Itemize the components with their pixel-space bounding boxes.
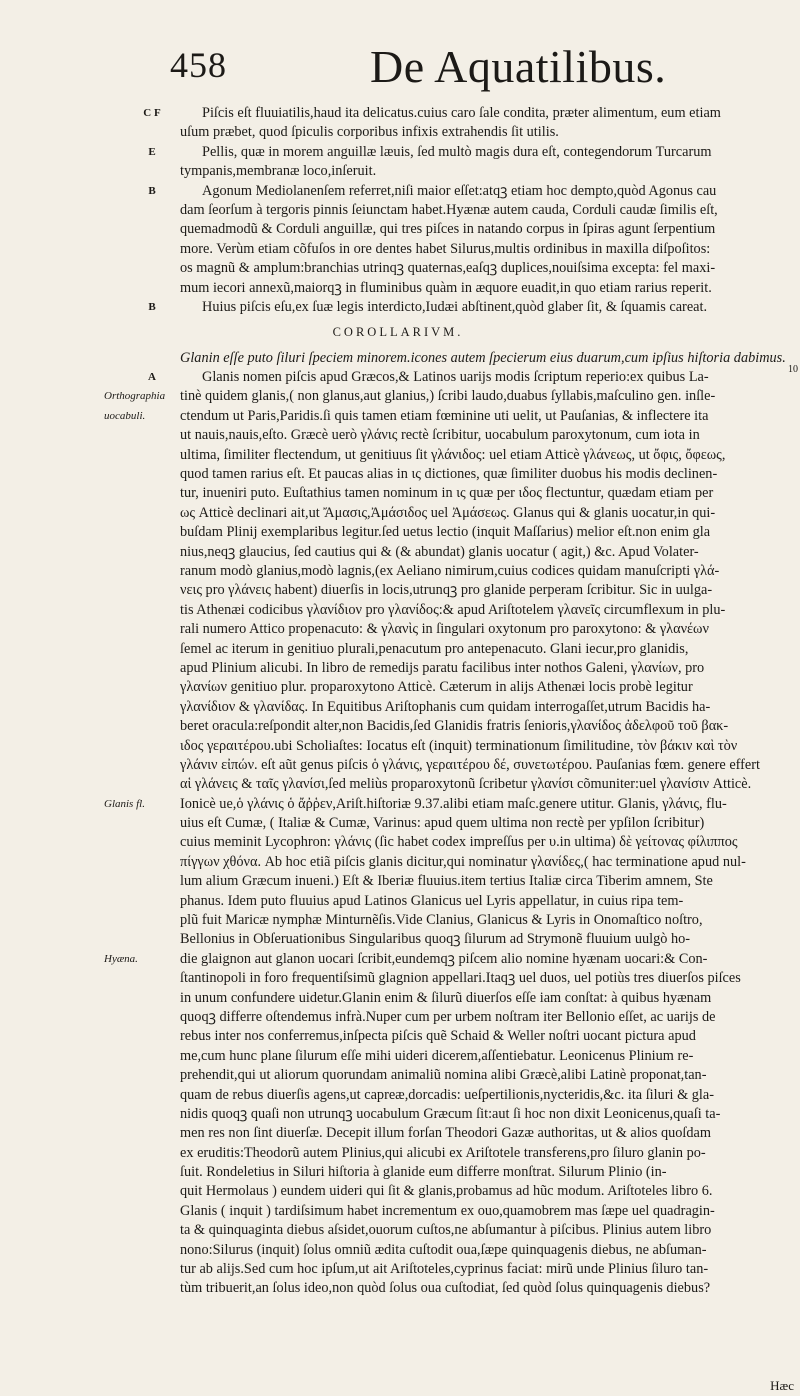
line-text: γλάνιν εἰπών. eſt aũt genus piſcis ὁ γλάνις, γεραιτέρου δέ, συνετωτέρου. Pauſanias fœm. genere effert <box>180 756 761 773</box>
line-text: νεις pro γλάνεις habent) diuerſis in locis,utrunqꝫ pro glanide perperam ſcribitur. Sic in uulga- <box>180 582 713 599</box>
text-line <box>0 1241 800 1260</box>
line-text: rebus inter nos conferremus,inſpecta piſcis quẽ Schaid & Weller noſtri uocant pictura apud <box>180 1028 696 1045</box>
line-text: lum alium Græcum inueni.) Eſt & Iberiæ fluuius.item tertius Italiæ circa Tiberim amnem, Ste <box>180 873 713 890</box>
text-line <box>0 1182 800 1201</box>
line-text: rali numero Attico propenacuto: & γλανὶς in ſingulari oxytonum pro paroxytono: & γλανέων <box>180 621 709 638</box>
text-line <box>0 756 800 775</box>
text-line <box>0 201 800 220</box>
text-line <box>0 1202 800 1221</box>
line-text: Huius piſcis eſu,ex ſuæ legis interdicto,Iudæi abſtinent,quòd glaber ſit, & ſquamis careat. <box>202 298 708 315</box>
text-line <box>0 1027 800 1046</box>
text-line <box>0 387 800 406</box>
line-text: ſuit. Rondeletius in Siluri hiſtoria à glanide eum differre monſtrat. Silurum Plinio (in- <box>180 1164 667 1181</box>
text-line <box>0 892 800 911</box>
line-text: os magnũ & amplum:branchias utrinqꝫ quaternas,eaſqꝫ duplices,nouiſsima excepta: fel maxi- <box>180 260 716 277</box>
line-text: Glanis ( inquit ) tardiſsimum habet incrementum ex ouo,quamobrem mas ſæpe uel quadragin- <box>180 1202 715 1219</box>
line-text: Glanin eſſe puto ſiluri ſpeciem minorem.icones autem ſpecierum eius duarum,cum ipſius hiſtoria dabimus. <box>180 349 786 366</box>
line-text: mum iecori annexũ,maiorqꝫ in fluminibus quàm in æquore euadit,in quo etiam rarius reperit. <box>180 279 712 296</box>
text-line <box>0 349 800 368</box>
line-text: Pellis, quæ in morem anguillæ læuis, ſed multò magis dura eſt, contegendorum Turcarum <box>202 143 712 160</box>
margin-letter: A <box>148 371 156 384</box>
marginal-note: Hyæna. <box>104 952 138 965</box>
line-text: ως Atticè declinari ait,ut Ἄμασις,Ἀμάσιδος uel Ἀμάσεως. Glanus qui & glanis uocatur,in qui- <box>180 504 716 521</box>
text-line <box>0 407 800 426</box>
line-text: tur, inueniri puto. Euſtathius tamen nominum in ις quæ per ιδος flectuntur, quædam etiam per <box>180 485 714 502</box>
text-line <box>0 446 800 465</box>
line-text: phanus. Idem puto fluuius apud Latinos Glanicus uel Lyris appellatur, in cuius ripa tem- <box>180 892 684 909</box>
text-line <box>0 775 800 794</box>
line-text: in unum confundere uidetur.Glanin enim & ſilurũ diuerſos eſſe iam conſtat: à quibus hyænam <box>180 989 712 1006</box>
line-text: nius,neqꝫ glaucius, ſed cautius qui & (& abundat) glanis uocatur ( agit,) &c. Apud Volater- <box>180 543 699 560</box>
line-text: ta & quinquaginta diebus aſsidet,ouorum cuſtos,ne abſumantur à piſcibus. Plinius autem libro <box>180 1222 712 1239</box>
line-text: Piſcis eſt fluuiatilis,haud ita delicatus.cuius caro ſale condita, præter alimentum, eum etiam <box>202 105 721 121</box>
text-line <box>0 259 800 278</box>
text-line <box>0 426 800 445</box>
line-text: ultima, ſimiliter flectendum, ut genitiuus ſit γλάνιδος: uel etiam Atticè γλάνεως, ut ὄφις, ὄφεως, <box>180 446 726 463</box>
text-line <box>0 969 800 988</box>
line-text: tympanis,membranæ loco,inſeruit. <box>180 163 377 180</box>
text-line <box>0 601 800 620</box>
text-line <box>0 143 800 162</box>
line-text: me,cum hunc plane ſilurum eſſe mihi uideri dicerem,aſſentiebatur. Leonicenus Plinium re- <box>180 1047 694 1064</box>
text-line <box>0 911 800 930</box>
marginal-note: Orthographia <box>104 390 166 403</box>
text-line <box>0 1144 800 1163</box>
text-line <box>0 659 800 678</box>
text-line <box>0 104 800 123</box>
text-line <box>0 1163 800 1182</box>
text-line <box>0 279 800 298</box>
margin-letter: B <box>148 300 156 313</box>
margin-letter: C F <box>143 107 161 119</box>
text-line <box>0 1086 800 1105</box>
line-text: Bellonius in Obſeruationibus Singularibus quoqꝫ ſilurum ad Strymonẽ fluuium uulgò ho- <box>180 931 691 948</box>
text-line <box>0 581 800 600</box>
line-text: quam de rebus diuerſis agens,ut capreæ,dorcadis: ueſpertilionis,nycteridis,&c. ita ſiluri & gla- <box>180 1086 715 1103</box>
line-text: prehendit,qui ut aliorum quorundam animaliũ nomina alibi Græcè,alibi Latinè proponat,tan- <box>180 1067 707 1084</box>
text-line <box>0 1124 800 1143</box>
line-text: beret oracula:reſpondit alter,non Bacidis,ſed Glanidis fratris ſenioris,γλανίδος ἀδελφοῦ τοῦ βακ- <box>180 718 729 735</box>
text-line <box>0 717 800 736</box>
line-text: plũ fuit Maricæ nymphæ Minturnẽſis.Vide Clanius, Glanicus & Lyris in Onomaſtico noſtro, <box>180 912 703 929</box>
text-line <box>0 1105 800 1124</box>
text-line <box>0 162 800 181</box>
line-text: πίγγων χθόνα. Ab hoc etiã piſcis glanis dicitur,qui nominatur γλανίδες,( hac terminatione apud nul- <box>180 853 746 870</box>
text-line <box>0 484 800 503</box>
line-text: more. Verùm etiam cõfuſos in ore dentes habet Silurus,multis ordinibus in maxilla diſpoſitos: <box>180 240 711 257</box>
line-text: quoqꝫ differre oſtendemus infrà.Nuper cum per urbem noſtram iter Bellonio eſſet, ac uarijs de <box>180 1008 716 1025</box>
line-text: ſtantinopoli in foro frequentiſsimũ glagnion appellari.Itaqꝫ uel duos, uel potiùs tres diuerſos piſces <box>180 970 741 987</box>
text-line <box>0 298 800 317</box>
text-line <box>0 1008 800 1027</box>
text-line <box>0 1260 800 1279</box>
line-text: dam ſeorſum à tergoris pinnis ſeiunctam habet.Hyænæ autem cauda, Corduli caudæ ſimilis eſt, <box>180 201 718 218</box>
line-text: uſum præbet, quod ſpiculis corporibus infixis extrahendis ſit utilis. <box>180 124 559 141</box>
line-text: tis Athenæi codicibus γλανίδιον pro γλανίδος:& apud Ariſtotelem γλανεῖς circumflexum in plu- <box>180 601 726 618</box>
text-line <box>0 504 800 523</box>
page-number: 458 <box>170 45 227 85</box>
text-line <box>0 795 800 814</box>
line-text: tur ab alijs.Sed cum hoc ipſum,ut ait Ariſtoteles,cyprinus faciat: mirũ unde Plinius ſiluro tan- <box>180 1261 709 1278</box>
text-line <box>0 220 800 239</box>
line-text: cuius meminit Lycophron: γλάνις (ſic habet codex impreſſus per υ.in ultima) δὲ γείτονας φίλιππος <box>180 834 738 851</box>
text-line <box>0 465 800 484</box>
text-line <box>0 640 800 659</box>
text-line <box>0 123 800 142</box>
line-text: apud Plinium alicubi. In libro de remedijs paratu facilibus inter nothos Galeni, γλανίων, pro <box>180 659 705 676</box>
line-text: ut nauis,nauis,eſto. Græcè uerò γλάνις rectè ſcribitur, uocabulum paroxytonum, cum iota in <box>180 427 700 444</box>
line-text: ex eruditis:Theodorũ autem Plinius,qui alicubi ex Ariſtotele transferens,pro ſiluro glanin po- <box>180 1144 706 1161</box>
text-line <box>0 1279 800 1298</box>
page-header <box>170 40 760 100</box>
margin-letter: B <box>148 184 156 197</box>
line-text: nidis quoqꝫ quaſi non utrunqꝫ uocabulum Græcum ſit:aut ſi hoc non dixit Leonicenus,quaſi ta- <box>180 1105 721 1122</box>
marginal-note: Glanis fl. <box>104 797 145 810</box>
text-line <box>0 543 800 562</box>
line-text: nono:Silurus (inquit) ſolus omniũ ædita cuſtodit oua,ſæpe quinquagenis diebus, ne abſuman- <box>180 1241 707 1258</box>
line-text: ιδος γεραιτέρου.ubi Scholiaſtes: Iocatus eſt (inquit) terminationum ſimilitudine, τὸν βάκιν καὶ τὸν <box>180 737 738 754</box>
line-text: ſemel ac iterum in genitiuo plurali,penacutum pro antepenacuto. Glani iecur,pro glanidis, <box>180 640 689 657</box>
catchword: Hæc <box>770 1378 794 1393</box>
line-text: buſdam Plinij exemplaribus legitur.ſed uetus lectio (inquit Maſſarius) melior eſt.non enim gla <box>180 524 711 541</box>
line-text: men res non ſint diuerſæ. Decepit illum forſan Theodori Gazæ authoritas, ut & alios quoſdam <box>180 1125 711 1142</box>
running-title: De Aquatilibus. <box>370 41 667 92</box>
text-line <box>0 620 800 639</box>
line-text: Ionicè ue,ὁ γλάνις ὁ ἄῤῥεν,Ariſt.hiſtoriæ 9.37.alibi etiam maſc.genere utitur. Glanis, γλάνις, flu- <box>180 795 727 812</box>
text-line <box>0 698 800 717</box>
text-line <box>0 1221 800 1240</box>
margin-letter: E <box>148 145 156 158</box>
margin-line-number: 10 <box>788 364 798 375</box>
text-line <box>0 853 800 872</box>
text-line <box>0 930 800 949</box>
text-line <box>0 323 800 342</box>
text-line <box>0 368 800 387</box>
line-text: ctendum ut Paris,Paridis.ſi quis tamen etiam fœminine uti uelit, ut Pauſanias, & inflectere ita <box>180 407 709 424</box>
line-text: γλανίδιον & γλανίδας. In Equitibus Ariſtophanis cum quidam interrogaſſet,utrum Bacidis ha- <box>180 698 711 715</box>
text-line <box>0 950 800 969</box>
line-text: uius eſt Cumæ, ( Italiæ & Cumæ, Varinus: apud quem ultima non rectè per ypſilon ſcribitur) <box>180 815 705 832</box>
line-text: γλανίων genitiuo plur. proparoxytono Atticè. Cæterum in alijs Athenæi locis probè legitur <box>180 679 693 696</box>
text-line <box>0 814 800 833</box>
line-text: die glaignon aut glanon uocari ſcribit,eundemqꝫ piſcem alio nomine hyænam uocari:& Con- <box>180 950 708 967</box>
text-line <box>0 182 800 201</box>
text-line <box>0 989 800 1008</box>
line-text: Glanis nomen piſcis apud Græcos,& Latinos uarijs modis ſcriptum reperio:ex quibus La- <box>202 369 709 386</box>
text-line <box>0 833 800 852</box>
text-line <box>0 737 800 756</box>
text-line <box>0 678 800 697</box>
text-line <box>0 1047 800 1066</box>
text-body <box>0 104 800 1299</box>
line-text: tùm tribuerit,an ſolus ideo,non quòd ſolus oua cuſtodiat, ſed quòd ſolus quinquagenis diebus? <box>180 1280 711 1297</box>
line-text: quit Hermolaus ) eundem uideri qui ſit & glanis,probamus ad hũc modum. Ariſtoteles libro 6. <box>180 1183 713 1200</box>
line-text: Agonum Mediolanenſem referret,niſi maior eſſet:atqꝫ etiam hoc dempto,quòd Agonus cau <box>202 182 717 199</box>
line-text: quemadmodũ & Corduli anguillæ, qui tres piſces in natando corpus in ſpiras agunt ſerpentium <box>180 221 716 238</box>
line-text: αἱ γλάνεις & ταῖς γλανίσι,ſed meliùs proparoxytonũ ſcribetur γλανίσι cõmuniter:uel γλανίσιν Atticè. <box>180 776 752 793</box>
line-text: COROLLARIVM. <box>332 325 464 340</box>
line-text: ranum modò glanius,modò lagnis,(ex Aeliano nimirum,cuius codices quidam manuſcripti γλά- <box>180 562 720 579</box>
text-line <box>0 872 800 891</box>
marginal-note: uocabuli. <box>104 409 146 422</box>
text-line <box>0 240 800 259</box>
text-line <box>0 562 800 581</box>
text-line <box>0 523 800 542</box>
line-text: quod tamen rarius eſt. Et paucas alias in ις dictiones, quæ ſimiliter duobus his modis declinen- <box>180 466 718 483</box>
text-line <box>0 1066 800 1085</box>
line-text: tinè quidem glanis,( non glanus,aut glanius,) ſcribi laudo,duabus ſyllabis,maſculino gen. inſle- <box>180 388 716 405</box>
